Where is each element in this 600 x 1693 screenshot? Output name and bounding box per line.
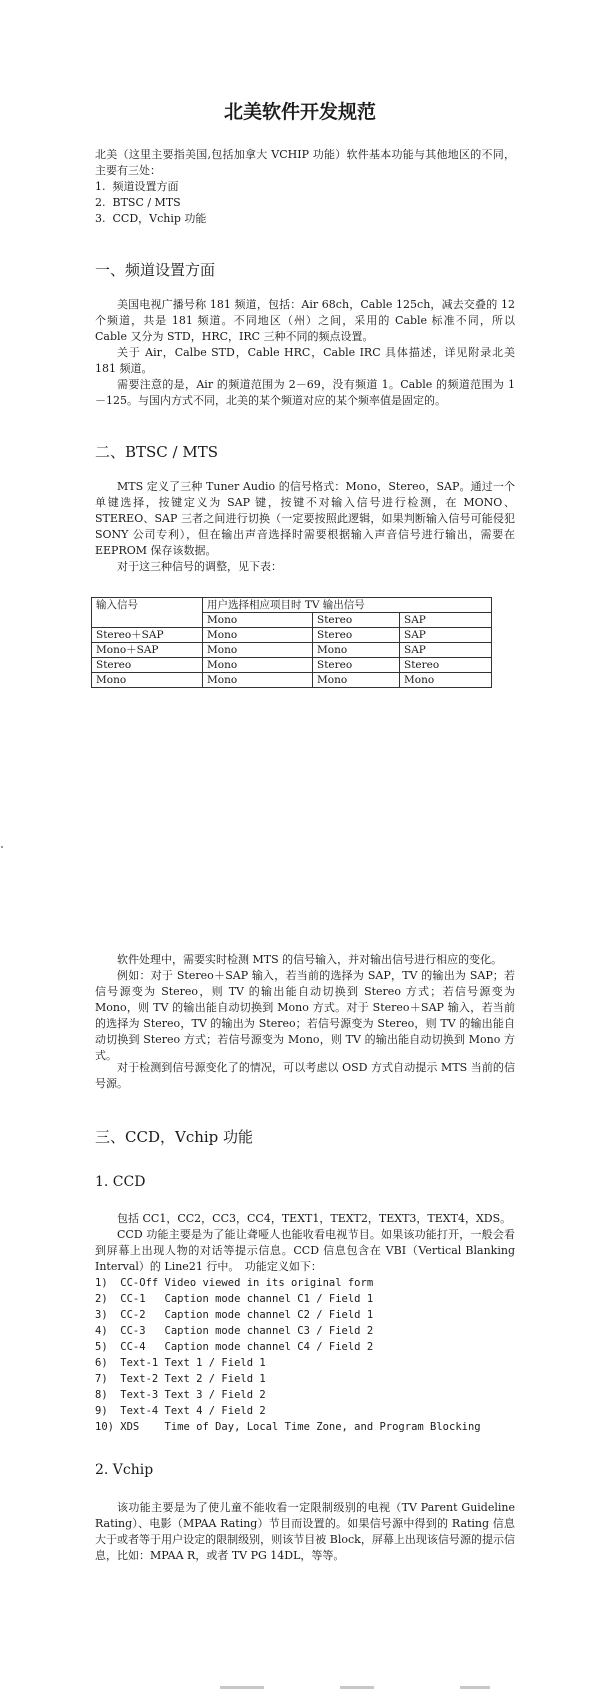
- document-title: 北美软件开发规范: [223, 101, 376, 123]
- list-item: 8) Text-3 Text 3 / Field 2: [95, 1389, 266, 1401]
- section-3-heading: 三、CCD，Vchip 功能: [95, 1128, 254, 1146]
- section-2-paragraph: 例如：对于 Stereo＋SAP 输入，若当前的选择为 SAP，TV 的输出为 SAP；若信号源变为 Stereo，则 TV 的输出能自动切换到 Stereo 方式；若信号源变为 Mono，则 TV 的输出能自动切换到 Mono 方式。对于 Stereo＋SAP 输入，若当前的选择为 Stereo，TV 的输出为 Stereo；若信号源变为 Stereo，则 TV 的输出能自动切换到 Stereo 方式；若信号源变为 Mono，则 TV 的输出能自动切换到 Mono 方式。: [95, 969, 515, 1062]
- table-cell: Stereo: [92, 658, 203, 673]
- table-row: [92, 643, 492, 658]
- intro-text: 北美（这里主要指美国,包括加拿大 VCHIP 功能）软件基本功能与其他地区的不同，主要有三处：: [95, 148, 515, 177]
- list-item: 10) XDS Time of Day, Local Time Zone, and Program Blocking: [95, 1421, 481, 1433]
- vchip-body: [95, 1500, 515, 1564]
- table-cell: SAP: [400, 643, 492, 658]
- table-cell: Mono: [203, 658, 313, 673]
- table-cell: Mono: [203, 673, 313, 688]
- vchip-paragraph: 该功能主要是为了使儿童不能收看一定限制级别的电视（TV Parent Guideline Rating）、电影（MPAA Rating）节目而设置的。如果信号源中得到的 Rating 信息大于或者等于用户设定的限制级别，则该节目被 Block，屏幕上出现该信号源的提示信息，比如：MPAA R，或者 TV PG 14DL，等等。: [95, 1501, 515, 1562]
- table-header-cell: 输入信号: [92, 598, 203, 628]
- section-2-note: [95, 1060, 515, 1092]
- intro-list-item: 2. BTSC / MTS: [95, 196, 181, 209]
- ccd-function-list: [95, 1275, 515, 1435]
- section-2-heading: 二、BTSC / MTS: [95, 443, 219, 461]
- table-cell: SAP: [400, 628, 492, 643]
- table-row: [92, 673, 492, 688]
- table-subheader-cell: Stereo: [313, 613, 400, 628]
- table-header-cell: 用户选择相应项目时 TV 输出信号: [203, 598, 492, 613]
- table-subheader-cell: Mono: [203, 613, 313, 628]
- table-cell: Mono: [400, 673, 492, 688]
- list-item: 2) CC-1 Caption mode channel C1 / Field 1: [95, 1293, 374, 1305]
- table-cell: Stereo＋SAP: [92, 628, 203, 643]
- ccd-paragraph: CCD 功能主要是为了能让聋哑人也能收看电视节目。如果该功能打开，一般会看到屏幕上出现人物的对话等提示信息。CCD 信息包含在 VBI（Vertical Blanking Interval）的 Line21 行中。 功能定义如下：: [95, 1228, 515, 1273]
- list-item: 7) Text-2 Text 2 / Field 1: [95, 1373, 266, 1385]
- bottom-scan-mark: [460, 1686, 490, 1689]
- bottom-scan-mark: [220, 1686, 264, 1689]
- table-row: [92, 658, 492, 673]
- section-1-paragraph: 美国电视广播号称 181 频道，包括：Air 68ch，Cable 125ch，减去交叠的 12 个频道，共是 181 频道。不同地区（州）之间，采用的 Cable 标准不同，所以 Cable 又分为 STD，HRC，IRC 三种不同的频点设置。: [95, 298, 515, 343]
- intro-list-item: 3. CCD，Vchip 功能: [95, 212, 207, 225]
- vchip-heading: 2. Vchip: [95, 1462, 154, 1478]
- section-2-paragraph: 对于检测到信号源变化了的情况，可以考虑以 OSD 方式自动提示 MTS 当前的信号源。: [95, 1061, 515, 1090]
- table-cell: Mono: [203, 628, 313, 643]
- section-2-body-continued: [95, 952, 515, 1064]
- list-item: 5) CC-4 Caption mode channel C4 / Field 2: [95, 1341, 374, 1353]
- table-cell: Stereo: [400, 658, 492, 673]
- section-1-body: [95, 297, 515, 409]
- list-item: 4) CC-3 Caption mode channel C3 / Field 2: [95, 1325, 374, 1337]
- bottom-scan-mark: [340, 1686, 374, 1689]
- scan-speck: [1, 846, 3, 848]
- table-header-row: [92, 598, 492, 613]
- section-2-body: [95, 479, 515, 575]
- ccd-heading: 1. CCD: [95, 1174, 146, 1190]
- ccd-body: [95, 1211, 515, 1275]
- section-2-paragraph: MTS 定义了三种 Tuner Audio 的信号格式：Mono，Stereo，SAP。通过一个单键选择，按键定义为 SAP 键，按键不对输入信号进行检测，在 MONO、STEREO、SAP 三者之间进行切换（一定要按照此逻辑，如果判断输入信号可能侵犯 SONY 公司专利），但在输出声音选择时需要根据输入声音信号进行输出，需要在 EEPROM 保存该数据。: [95, 480, 515, 557]
- table-cell: Stereo: [313, 628, 400, 643]
- section-2-paragraph: 对于这三种信号的调整，见下表：: [117, 560, 282, 573]
- intro-list: [95, 179, 515, 227]
- ccd-paragraph: 包括 CC1，CC2，CC3，CC4，TEXT1，TEXT2，TEXT3，TEXT4，XDS。: [117, 1212, 512, 1225]
- table-cell: Mono: [313, 643, 400, 658]
- section-2-paragraph: 软件处理中，需要实时检测 MTS 的信号输入，并对输出信号进行相应的变化。: [117, 953, 503, 966]
- list-item: 3) CC-2 Caption mode channel C2 / Field 1: [95, 1309, 374, 1321]
- table-cell: Mono: [313, 673, 400, 688]
- list-item: 1) CC-Off Video viewed in its original form: [95, 1277, 374, 1289]
- table-cell: Mono: [203, 643, 313, 658]
- table-cell: Mono: [92, 673, 203, 688]
- section-1-heading: 一、频道设置方面: [95, 261, 216, 279]
- section-1-paragraph: 关于 Air，Calbe STD，Cable HRC，Cable IRC 具体描述，详见附录北美 181 频道。: [95, 346, 515, 375]
- section-1-paragraph: 需要注意的是，Air 的频道范围为 2－69，没有频道 1。Cable 的频道范围为 1－125。与国内方式不同，北美的某个频道对应的某个频率值是固定的。: [95, 378, 515, 407]
- table-subheader-cell: SAP: [400, 613, 492, 628]
- list-item: 9) Text-4 Text 4 / Field 2: [95, 1405, 266, 1417]
- intro-paragraph: [95, 147, 515, 179]
- signal-table: [91, 597, 492, 688]
- list-item: 6) Text-1 Text 1 / Field 1: [95, 1357, 266, 1369]
- table-cell: Stereo: [313, 658, 400, 673]
- intro-list-item: 1. 频道设置方面: [95, 180, 179, 193]
- table-row: [92, 628, 492, 643]
- table-cell: Mono＋SAP: [92, 643, 203, 658]
